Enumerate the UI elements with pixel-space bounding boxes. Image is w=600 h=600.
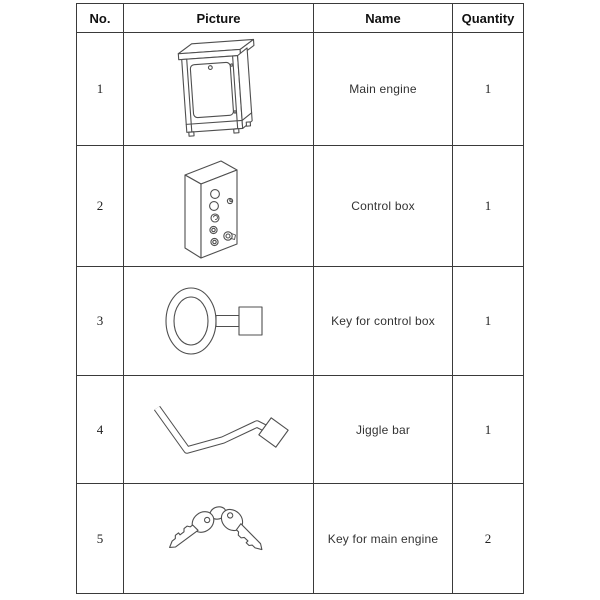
picture-cell <box>124 146 314 267</box>
part-name: Key for control box <box>314 267 453 376</box>
part-quantity: 1 <box>453 376 524 484</box>
row-number: 4 <box>77 376 124 484</box>
col-header-picture: Picture <box>124 4 314 33</box>
part-quantity: 2 <box>453 484 524 594</box>
table-row <box>77 267 524 376</box>
row-number: 3 <box>77 267 124 376</box>
part-quantity: 1 <box>453 33 524 146</box>
control-box-drawing <box>169 148 269 264</box>
header-row <box>77 4 524 33</box>
main-engine-drawing <box>167 36 271 142</box>
row-number: 2 <box>77 146 124 267</box>
part-quantity: 1 <box>453 146 524 267</box>
col-header-name: Name <box>314 4 453 33</box>
key-control-box-drawing <box>147 273 291 369</box>
part-name: Key for main engine <box>314 484 453 594</box>
key-main-engine-drawing <box>139 487 299 591</box>
part-name: Control box <box>314 146 453 267</box>
col-header-quantity: Quantity <box>453 4 524 33</box>
jiggle-bar-drawing <box>135 382 303 478</box>
row-number: 5 <box>77 484 124 594</box>
row-number: 1 <box>77 33 124 146</box>
part-quantity: 1 <box>453 267 524 376</box>
table-row <box>77 376 524 484</box>
picture-cell <box>124 376 314 484</box>
table-row <box>77 33 524 146</box>
picture-cell <box>124 484 314 594</box>
parts-table <box>76 3 524 594</box>
part-name: Jiggle bar <box>314 376 453 484</box>
picture-cell <box>124 33 314 146</box>
picture-cell <box>124 267 314 376</box>
table-row <box>77 484 524 594</box>
col-header-no: No. <box>77 4 124 33</box>
table-row <box>77 146 524 267</box>
part-name: Main engine <box>314 33 453 146</box>
